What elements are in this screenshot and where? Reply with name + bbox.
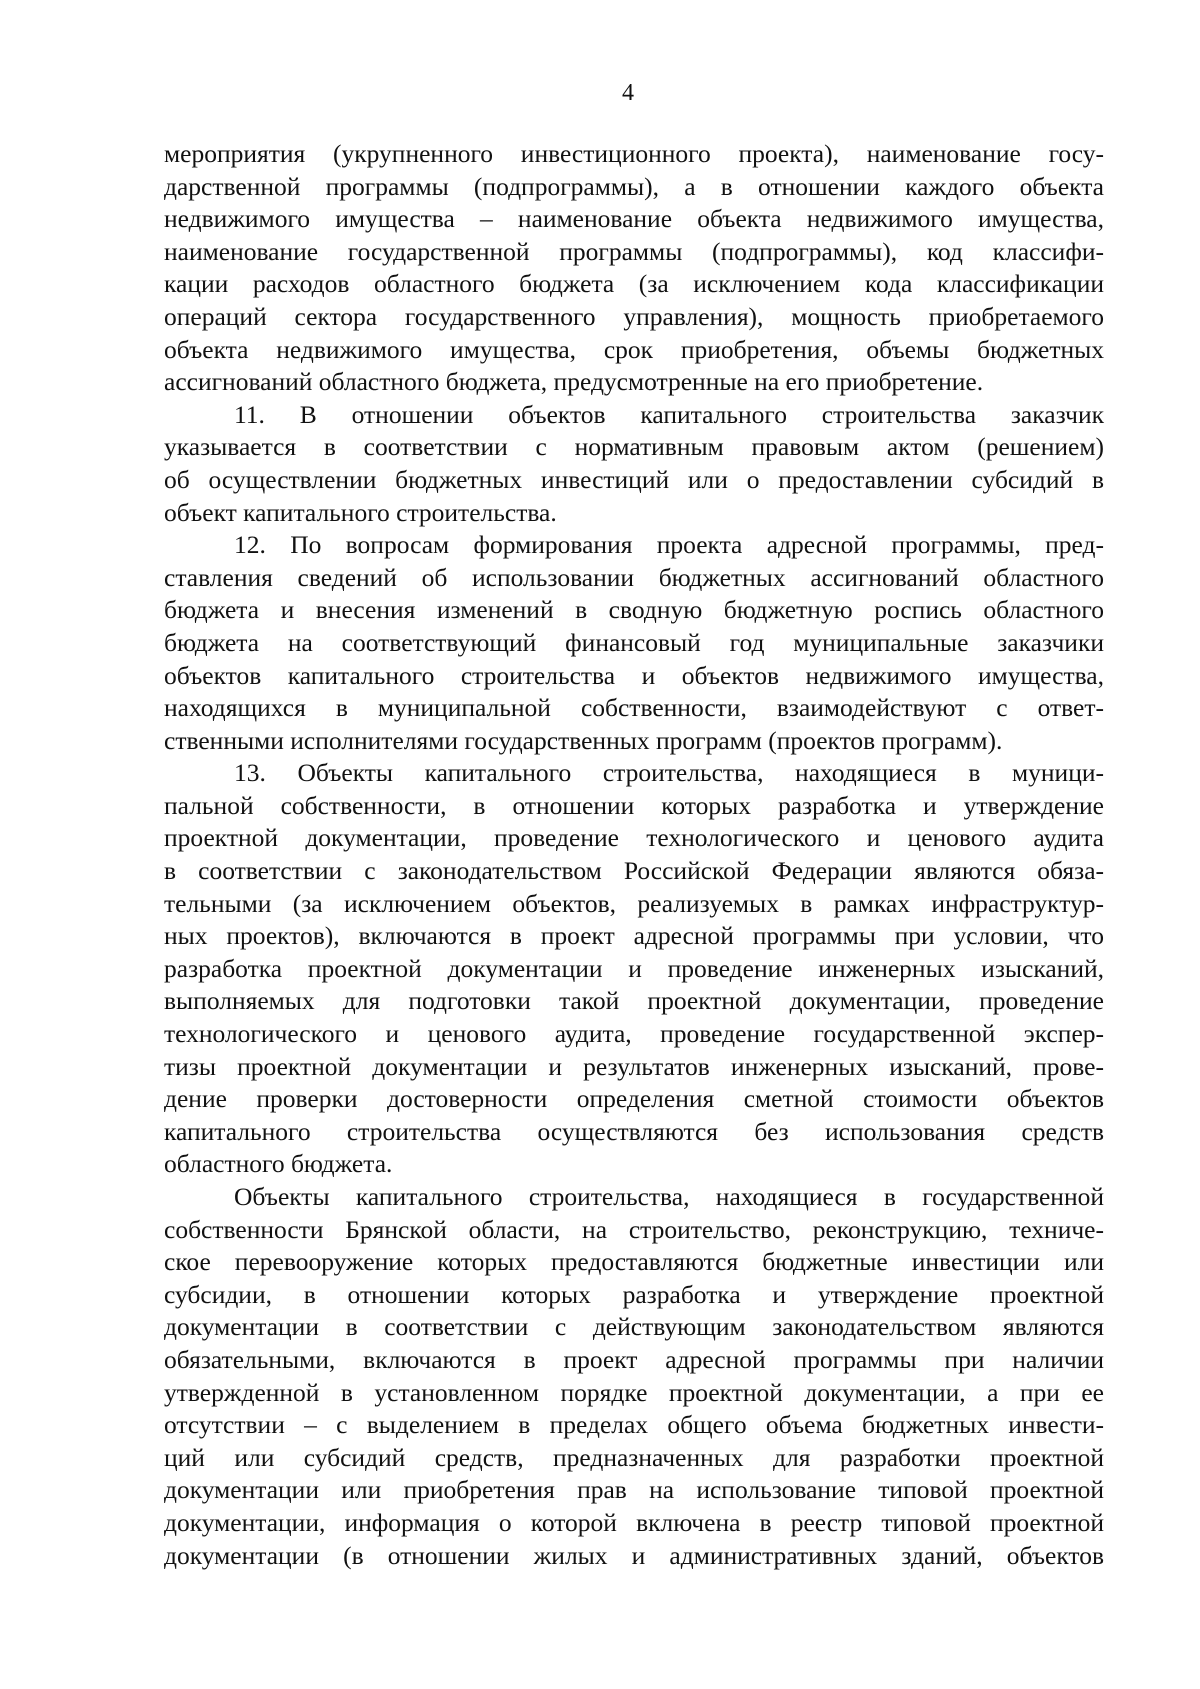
text-line: документации, информация о которой включена в реестр типовой проектной bbox=[164, 1507, 1104, 1537]
text-line: выполняемых для подготовки такой проектной документации, проведение bbox=[164, 986, 1104, 1016]
text-line: обязательными, включаются в проект адресной программы при наличии bbox=[164, 1344, 1104, 1374]
text-line: наименование государственной программы (подпрограммы), код классифи- bbox=[164, 236, 1104, 266]
text-line: тизы проектной документации и результатов инженерных изысканий, прове- bbox=[164, 1051, 1104, 1081]
text-line: субсидии, в отношении которых разработка и утверждение проектной bbox=[164, 1279, 1104, 1309]
paragraph-13 bbox=[164, 757, 1104, 1181]
text-line: 13. Объекты капитального строительства, находящиеся в муници- bbox=[234, 758, 1104, 788]
text-line: дение проверки достоверности определения сметной стоимости объектов bbox=[164, 1084, 1104, 1114]
page-number: 4 bbox=[622, 80, 634, 106]
text-line: собственности Брянской области, на строительство, реконструкцию, техниче- bbox=[164, 1214, 1104, 1244]
text-line: утвержденной в установленном порядке проектной документации, а при ее bbox=[164, 1377, 1104, 1407]
text-line: бюджета и внесения изменений в сводную бюджетную роспись областного bbox=[164, 595, 1104, 625]
text-line: ассигнований областного бюджета, предусмотренные на его приобретение. bbox=[164, 367, 984, 397]
paragraph-continuation bbox=[164, 138, 1104, 399]
text-line: ций или субсидий средств, предназначенных для разработки проектной bbox=[164, 1442, 1104, 1472]
text-line: в соответствии с законодательством Российской Федерации являются обяза- bbox=[164, 856, 1104, 886]
text-line: ственными исполнителями государственных программ (проектов программ). bbox=[164, 725, 1003, 755]
paragraph-13-continued bbox=[164, 1181, 1104, 1572]
text-line: бюджета на соответствующий финансовый год муниципальные заказчики bbox=[164, 627, 1104, 657]
text-line: указывается в соответствии с нормативным правовым актом (решением) bbox=[164, 432, 1104, 462]
text-line: разработка проектной документации и проведение инженерных изысканий, bbox=[164, 953, 1104, 983]
text-line: объекта недвижимого имущества, срок приобретения, объемы бюджетных bbox=[164, 334, 1104, 364]
text-line: отсутствии – с выделением в пределах общего объема бюджетных инвести- bbox=[164, 1410, 1104, 1440]
paragraph-12 bbox=[164, 529, 1104, 757]
text-line: проектной документации, проведение технологического и ценового аудита bbox=[164, 823, 1104, 853]
paragraph-11 bbox=[164, 399, 1104, 529]
text-line: ных проектов), включаются в проект адресной программы при условии, что bbox=[164, 921, 1104, 951]
text-line: технологического и ценового аудита, проведение государственной экспер- bbox=[164, 1019, 1104, 1049]
text-line: кации расходов областного бюджета (за исключением кода классификации bbox=[164, 269, 1104, 299]
document-body bbox=[164, 138, 1104, 1572]
text-line: находящихся в муниципальной собственности, взаимодействуют с ответ- bbox=[164, 693, 1104, 723]
text-line: документации в соответствии с действующим законодательством являются bbox=[164, 1312, 1104, 1342]
text-line: ставления сведений об использовании бюджетных ассигнований областного bbox=[164, 562, 1104, 592]
text-line: документации (в отношении жилых и административных зданий, объектов bbox=[164, 1540, 1104, 1570]
text-line: областного бюджета. bbox=[164, 1149, 393, 1179]
text-line: документации или приобретения прав на использование типовой проектной bbox=[164, 1475, 1104, 1505]
text-line: объектов капитального строительства и объектов недвижимого имущества, bbox=[164, 660, 1104, 690]
text-line: пальной собственности, в отношении которых разработка и утверждение bbox=[164, 790, 1104, 820]
text-line: 11. В отношении объектов капитального строительства заказчик bbox=[234, 399, 1104, 429]
text-line: тельными (за исключением объектов, реализуемых в рамках инфраструктур- bbox=[164, 888, 1104, 918]
text-line: операций сектора государственного управления), мощность приобретаемого bbox=[164, 301, 1104, 331]
text-line: об осуществлении бюджетных инвестиций или о предоставлении субсидий в bbox=[164, 464, 1104, 494]
text-line: дарственной программы (подпрограммы), а в отношении каждого объекта bbox=[164, 171, 1104, 201]
text-line: объект капитального строительства. bbox=[164, 497, 557, 527]
text-line: капитального строительства осуществляются без использования средств bbox=[164, 1116, 1104, 1146]
text-line: недвижимого имущества – наименование объекта недвижимого имущества, bbox=[164, 204, 1104, 234]
text-line: 12. По вопросам формирования проекта адресной программы, пред- bbox=[234, 530, 1104, 560]
text-line: мероприятия (укрупненного инвестиционного проекта), наименование госу- bbox=[164, 139, 1104, 168]
text-line: Объекты капитального строительства, находящиеся в государственной bbox=[234, 1182, 1104, 1211]
text-line: ское перевооружение которых предоставляются бюджетные инвестиции или bbox=[164, 1247, 1104, 1277]
